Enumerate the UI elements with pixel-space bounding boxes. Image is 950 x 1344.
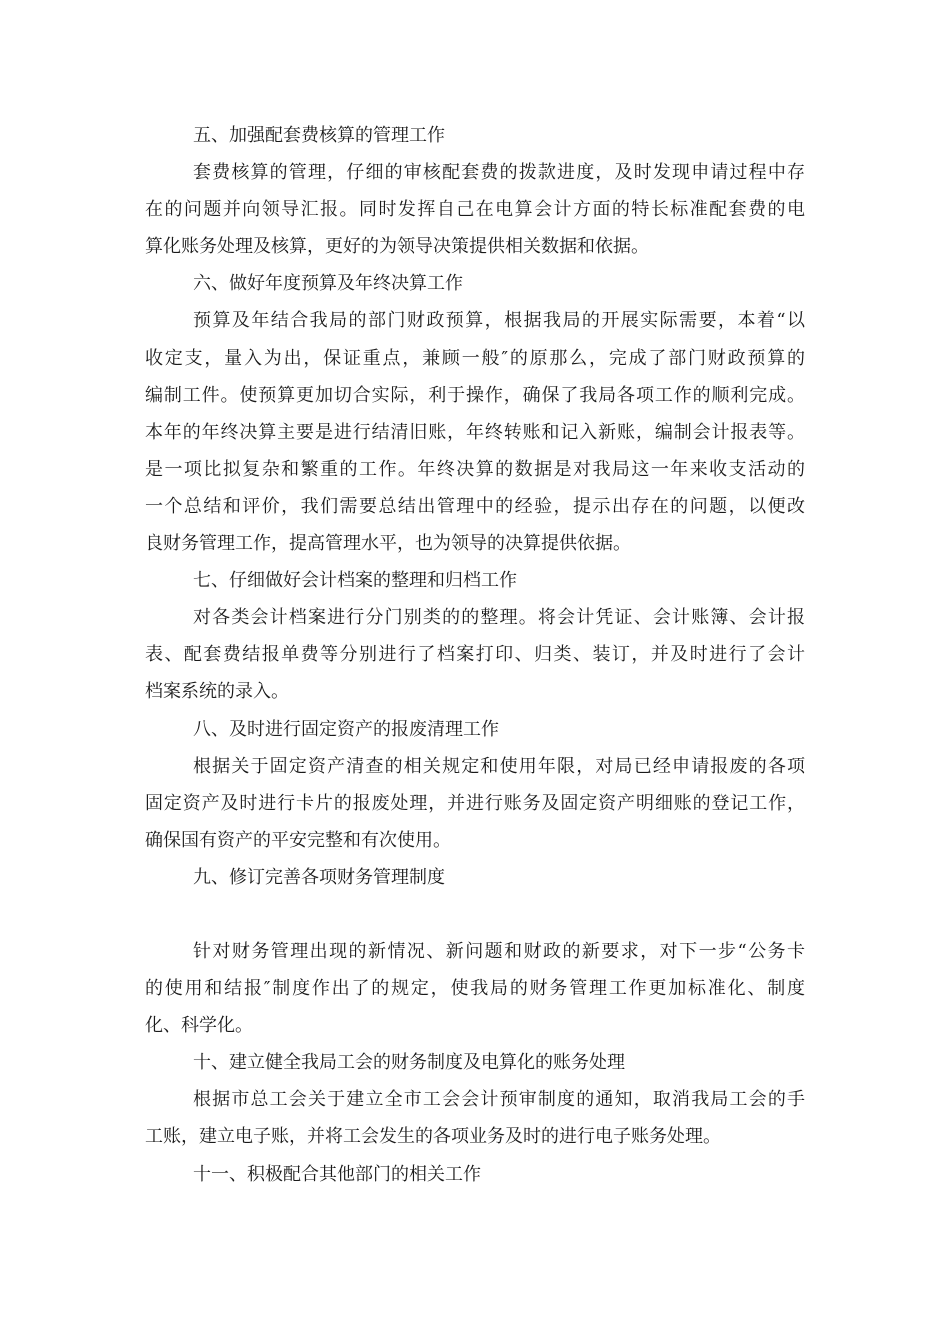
section-heading: 七、仔细做好会计档案的整理和归档工作 [193,570,517,592]
blank-spacer [145,896,805,933]
section-heading: 八、及时进行固定资产的报废清理工作 [193,718,499,740]
paragraph-line: 化、科学化。 [145,1015,253,1037]
paragraph-line: 针对财务管理出现的新情况、新问题和财政的新要求，对下一步“公务卡 [193,940,805,962]
paragraph-line: 固定资产及时进行卡片的报废处理，并进行账务及固定资产明细账的登记工作， [145,792,805,814]
paragraph-line: 本年的年终决算主要是进行结清旧账，年终转账和记入新账，编制会计报表等。 [145,421,805,443]
paragraph-line: 对各类会计档案进行分门别类的的整理。将会计凭证、会计账簿、会计报 [193,607,805,629]
paragraph-line: 根据市总工会关于建立全市工会会计预审制度的通知，取消我局工会的手 [193,1089,805,1111]
section-heading: 十一、积极配合其他部门的相关工作 [193,1163,481,1185]
paragraph-line: 套费核算的管理，仔细的审核配套费的拨款进度，及时发现申请过程中存 [193,162,805,184]
paragraph-line: 的使用和结报″制度作出了的规定，使我局的财务管理工作更加标准化、制度 [145,978,805,1000]
paragraph-line: 确保国有资产的平安完整和有次使用。 [145,829,451,851]
paragraph-line: 算化账务处理及核算，更好的为领导决策提供相关数据和依据。 [145,236,649,258]
paragraph-line: 工账，建立电子账，并将工会发生的各项业务及时的进行电子账务处理。 [145,1126,721,1148]
document-page [145,117,805,1193]
section-heading: 九、修订完善各项财务管理制度 [193,866,445,888]
paragraph-line: 一个总结和评价，我们需要总结出管理中的经验，提示出存在的问题，以便改 [145,495,805,517]
section-heading: 六、做好年度预算及年终决算工作 [193,273,463,295]
paragraph-line: 档案系统的录入。 [145,681,289,703]
paragraph-line: 预算及年结合我局的部门财政预算，根据我局的开展实际需要，本着“以 [193,310,805,332]
paragraph-line: 良财务管理工作，提高管理水平，也为领导的决算提供依据。 [145,533,631,555]
paragraph-line: 根据关于固定资产清查的相关规定和使用年限，对局已经申请报废的各项 [193,755,805,777]
paragraph-line: 编制工件。使预算更加切合实际，利于操作，确保了我局各项工作的顺利完成。 [145,384,805,406]
paragraph-line: 在的问题并向领导汇报。同时发挥自己在电算会计方面的特长标准配套费的电 [145,199,805,221]
section-heading: 五、加强配套费核算的管理工作 [193,125,445,146]
paragraph-line: 是一项比拟复杂和繁重的工作。年终决算的数据是对我局这一年来收支活动的 [145,458,805,480]
section-heading: 十、建立健全我局工会的财务制度及电算化的账务处理 [193,1052,625,1074]
paragraph-line: 收定支，量入为出，保证重点，兼顾一般″的原那么，完成了部门财政预算的 [145,347,805,369]
paragraph-line: 表、配套费结报单费等分别进行了档案打印、归类、装订，并及时进行了会计 [145,644,805,666]
